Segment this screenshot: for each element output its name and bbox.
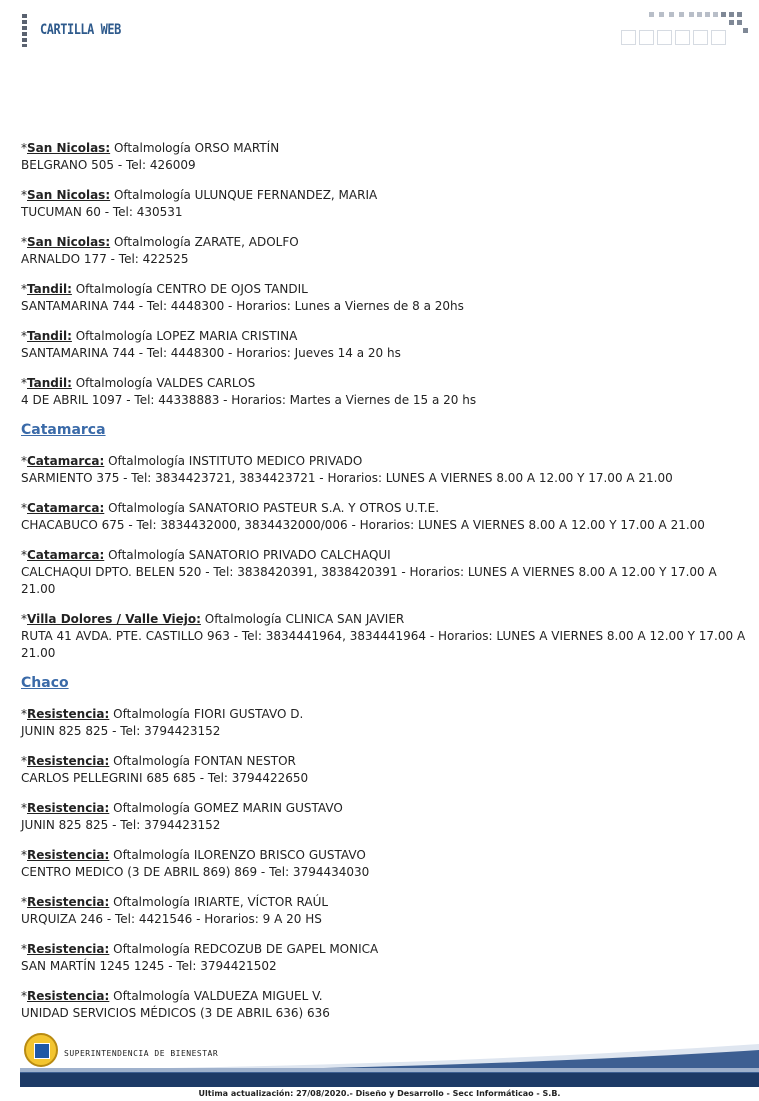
location-link[interactable]: Catamarca: (27, 454, 105, 468)
section-title-catamarca[interactable]: Catamarca (21, 422, 106, 438)
provider-details: UNIDAD SERVICIOS MÉDICOS (3 DE ABRIL 636) 636 (21, 1006, 330, 1020)
list-item: *Resistencia: Oftalmología GOMEZ MARIN GUSTAVO JUNIN 825 825 - Tel: 3794423152 (21, 801, 343, 832)
provider-details: BELGRANO 505 - Tel: 426009 (21, 158, 196, 172)
list-item: *San Nicolas: Oftalmología ORSO MARTÍN BELGRANO 505 - Tel: 426009 (21, 141, 280, 172)
list-item: *Catamarca: Oftalmología INSTITUTO MEDICO PRIVADO SARMIENTO 375 - Tel: 3834423721, 3834423721 - Horarios: LUNES A VIERNES 8.00 A 12.00 Y 17.00 A 21.00 (21, 454, 673, 485)
footer-divider (20, 1068, 759, 1072)
provider-name: Oftalmología VALDES CARLOS (75, 376, 256, 390)
location-link[interactable]: Resistencia: (27, 754, 110, 768)
location-link[interactable]: Resistencia: (27, 848, 110, 862)
provider-name: Oftalmología REDCOZUB DE GAPEL MONICA (113, 942, 379, 956)
provider-details: URQUIZA 246 - Tel: 4421546 - Horarios: 9 A 20 HS (21, 912, 322, 926)
list-item: *Resistencia: Oftalmología IRIARTE, VÍCTOR RAÚL URQUIZA 246 - Tel: 4421546 - Horarios: 9 A 20 HS (21, 895, 329, 926)
list-item: *Catamarca: Oftalmología SANATORIO PRIVADO CALCHAQUI CALCHAQUI DPTO. BELEN 520 - Tel: 3838420391, 3838420391 - Horarios: LUNES A VIERNES 8.00 A 12.00 Y 17.00 A 21.00 (21, 548, 717, 596)
footer-org-name: SUPERINTENDENCIA DE BIENESTAR (64, 1049, 219, 1058)
provider-name: Oftalmología ZARATE, ADOLFO (113, 235, 299, 249)
list-item: *Resistencia: Oftalmología ILORENZO BRISCO GUSTAVO CENTRO MEDICO (3 DE ABRIL 869) 869 - Tel: 3794434030 (21, 848, 370, 879)
location-link[interactable]: Resistencia: (27, 942, 110, 956)
location-link[interactable]: Villa Dolores / Valle Viejo: (27, 612, 201, 626)
provider-details: SANTAMARINA 744 - Tel: 4448300 - Horarios: Lunes a Viernes de 8 a 20hs (21, 299, 464, 313)
provider-details: RUTA 41 AVDA. PTE. CASTILLO 963 - Tel: 3834441964, 3834441964 - Horarios: LUNES A VIERNES 8.00 A 12.00 Y 17.00 A 21.00 (21, 629, 746, 660)
provider-name: Oftalmología INSTITUTO MEDICO PRIVADO (108, 454, 363, 468)
provider-details: JUNIN 825 825 - Tel: 3794423152 (21, 724, 221, 738)
list-item: *Resistencia: Oftalmología FIORI GUSTAVO D. JUNIN 825 825 - Tel: 3794423152 (21, 707, 304, 738)
directory-section (21, 422, 746, 662)
provider-name: Oftalmología VALDUEZA MIGUEL V. (113, 989, 323, 1003)
provider-details: TUCUMAN 60 - Tel: 430531 (21, 205, 183, 219)
header-title: CARTILLA WEB (40, 22, 121, 38)
list-item: *Villa Dolores / Valle Viejo: Oftalmología CLINICA SAN JAVIER RUTA 41 AVDA. PTE. CASTILLO 963 - Tel: 3834441964, 3834441964 - Horarios: LUNES A VIERNES 8.00 A 12.00 Y 17.00 A 21.00 (21, 612, 746, 660)
seal-logo-icon (24, 1033, 58, 1067)
pixel-decoration-icon (621, 12, 751, 48)
list-item: *Tandil: Oftalmología CENTRO DE OJOS TANDIL SANTAMARINA 744 - Tel: 4448300 - Horarios: Lunes a Viernes de 8 a 20hs (21, 282, 464, 313)
directory-section (21, 140, 746, 409)
provider-details: ARNALDO 177 - Tel: 422525 (21, 252, 189, 266)
provider-name: Oftalmología LOPEZ MARIA CRISTINA (75, 329, 298, 343)
provider-details: 4 DE ABRIL 1097 - Tel: 44338883 - Horarios: Martes a Viernes de 15 a 20 hs (21, 393, 477, 407)
location-link[interactable]: Resistencia: (27, 989, 110, 1003)
list-item: *Tandil: Oftalmología VALDES CARLOS 4 DE ABRIL 1097 - Tel: 44338883 - Horarios: Martes a Viernes de 15 a 20 hs (21, 376, 477, 407)
footer-update-text: Ultima actualización: 27/08/2020.- Diseño y Desarrollo - Secc Informáticao - S.B. (198, 1089, 561, 1098)
provider-details: CHACABUCO 675 - Tel: 3834432000, 3834432000/006 - Horarios: LUNES A VIERNES 8.00 A 12.00 Y 17.00 A 21.00 (21, 518, 705, 532)
provider-name: Oftalmología GOMEZ MARIN GUSTAVO (113, 801, 343, 815)
provider-details: JUNIN 825 825 - Tel: 3794423152 (21, 818, 221, 832)
provider-name: Oftalmología SANATORIO PASTEUR S.A. Y OTROS U.T.E. (108, 501, 440, 515)
page-footer (0, 1028, 759, 1101)
provider-name: Oftalmología IRIARTE, VÍCTOR RAÚL (113, 895, 329, 909)
provider-name: Oftalmología FONTAN NESTOR (113, 754, 296, 768)
provider-details: CARLOS PELLEGRINI 685 685 - Tel: 3794422650 (21, 771, 309, 785)
list-item: *Resistencia: Oftalmología FONTAN NESTOR CARLOS PELLEGRINI 685 685 - Tel: 3794422650 (21, 754, 309, 785)
location-link[interactable]: Resistencia: (27, 801, 110, 815)
list-item: *Resistencia: Oftalmología VALDUEZA MIGUEL V. UNIDAD SERVICIOS MÉDICOS (3 DE ABRIL 636) 636 (21, 989, 330, 1020)
location-link[interactable]: Resistencia: (27, 707, 110, 721)
provider-name: Oftalmología ILORENZO BRISCO GUSTAVO (113, 848, 366, 862)
location-link[interactable]: Catamarca: (27, 548, 105, 562)
provider-name: Oftalmología SANATORIO PRIVADO CALCHAQUI (108, 548, 391, 562)
directory-section (21, 675, 746, 1022)
location-link[interactable]: Tandil: (27, 376, 72, 390)
list-item: *Resistencia: Oftalmología REDCOZUB DE GAPEL MONICA SAN MARTÍN 1245 1245 - Tel: 3794421502 (21, 942, 379, 973)
provider-name: Oftalmología FIORI GUSTAVO D. (113, 707, 304, 721)
page-header (0, 0, 759, 60)
footer-band (20, 1073, 759, 1087)
location-link[interactable]: Catamarca: (27, 501, 105, 515)
provider-details: CALCHAQUI DPTO. BELEN 520 - Tel: 3838420391, 3838420391 - Horarios: LUNES A VIERNES 8.00 A 12.00 Y 17.00 A 21.00 (21, 565, 717, 596)
provider-details: SARMIENTO 375 - Tel: 3834423721, 3834423721 - Horarios: LUNES A VIERNES 8.00 A 12.00 Y 17.00 A 21.00 (21, 471, 673, 485)
list-item: *Catamarca: Oftalmología SANATORIO PASTEUR S.A. Y OTROS U.T.E. CHACABUCO 675 - Tel: 3834432000, 3834432000/006 - Horarios: LUNES A VIERNES 8.00 A 12.00 Y 17.00 A 21.00 (21, 501, 705, 532)
location-link[interactable]: San Nicolas: (27, 188, 111, 202)
provider-name: Oftalmología CENTRO DE OJOS TANDIL (75, 282, 308, 296)
provider-details: CENTRO MEDICO (3 DE ABRIL 869) 869 - Tel: 3794434030 (21, 865, 370, 879)
location-link[interactable]: Tandil: (27, 329, 72, 343)
location-link[interactable]: San Nicolas: (27, 235, 111, 249)
section-title-chaco[interactable]: Chaco (21, 675, 69, 691)
location-link[interactable]: San Nicolas: (27, 141, 111, 155)
header-accent-bar (22, 14, 27, 47)
provider-details: SANTAMARINA 744 - Tel: 4448300 - Horarios: Jueves 14 a 20 hs (21, 346, 401, 360)
directory-list (21, 140, 746, 1035)
provider-name: Oftalmología ULUNQUE FERNANDEZ, MARIA (113, 188, 378, 202)
list-item: *Tandil: Oftalmología LOPEZ MARIA CRISTINA SANTAMARINA 744 - Tel: 4448300 - Horarios: Jueves 14 a 20 hs (21, 329, 401, 360)
list-item: *San Nicolas: Oftalmología ULUNQUE FERNANDEZ, MARIA TUCUMAN 60 - Tel: 430531 (21, 188, 378, 219)
list-item: *San Nicolas: Oftalmología ZARATE, ADOLFO ARNALDO 177 - Tel: 422525 (21, 235, 299, 266)
provider-name: Oftalmología CLINICA SAN JAVIER (204, 612, 405, 626)
provider-name: Oftalmología ORSO MARTÍN (113, 141, 280, 155)
location-link[interactable]: Tandil: (27, 282, 72, 296)
provider-details: SAN MARTÍN 1245 1245 - Tel: 3794421502 (21, 959, 277, 973)
location-link[interactable]: Resistencia: (27, 895, 110, 909)
